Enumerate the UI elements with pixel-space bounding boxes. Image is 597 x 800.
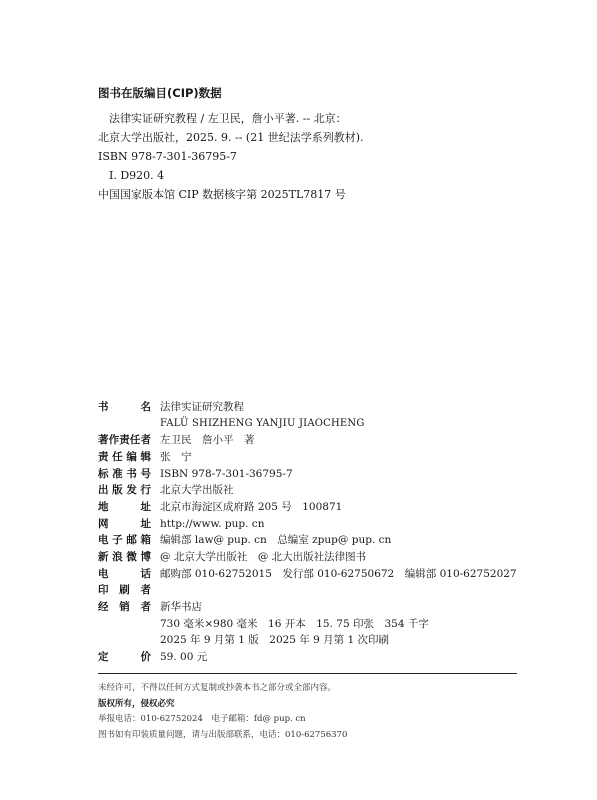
row-value: http://www. pup. cn <box>160 517 265 530</box>
colophon-table <box>98 399 538 666</box>
row-label: 定 价 <box>98 650 151 663</box>
colophon-row-price <box>98 649 538 666</box>
colophon-row-isbn <box>98 466 538 483</box>
row-label: 经 销 者 <box>98 600 151 613</box>
row-value: @ 北京大学出版社 @ 北大出版社法律图书 <box>160 550 367 563</box>
row-label: 标 准 书 号 <box>98 467 151 480</box>
colophon-row-weibo <box>98 549 538 566</box>
row-label <box>98 616 151 633</box>
cip-line-title: 法律实证研究教程 / 左卫民，詹小平著. -- 北京： <box>109 111 347 125</box>
no-copy-notice: 未经许可，不得以任何方式复制或抄袭本书之部分或全部内容。 <box>98 683 337 693</box>
cip-line-isbn: ISBN 978-7-301-36795-7 <box>98 149 237 163</box>
row-value: ISBN 978-7-301-36795-7 <box>160 467 293 480</box>
cip-heading: 图书在版编目(CIP)数据 <box>98 86 222 100</box>
colophon-row-edition <box>98 632 538 649</box>
row-value: 北京市海淀区成府路 205 号 100871 <box>160 500 343 513</box>
row-label: 电 话 <box>98 567 151 580</box>
row-value: 2025 年 9 月第 1 版 2025 年 9 月第 1 次印刷 <box>160 634 390 647</box>
colophon-row-editor <box>98 449 538 466</box>
row-value: 北京大学出版社 <box>160 484 234 497</box>
colophon-row-printer <box>98 582 538 599</box>
colophon-row-address <box>98 499 538 516</box>
row-label <box>98 416 151 433</box>
rights-reserved: 版权所有，侵权必究 <box>98 698 175 709</box>
colophon-row-format <box>98 616 538 633</box>
row-value: 张 宁 <box>160 450 192 463</box>
row-label: 印 刷 者 <box>98 584 151 597</box>
report-contact: 举报电话：010-62752024 电子邮箱：fd@ pup. cn <box>98 714 306 725</box>
row-label: 书 名 <box>98 401 151 413</box>
colophon-row-authors <box>98 432 538 449</box>
row-label: 电 子 邮 箱 <box>98 534 151 547</box>
colophon-row-publisher <box>98 482 538 499</box>
row-value: 编辑部 law@ pup. cn 总编室 zpup@ pup. cn <box>160 534 392 547</box>
row-value: 法律实证研究教程 <box>160 401 244 413</box>
cip-block <box>98 84 548 204</box>
cip-line-publisher: 北京大学出版社，2025. 9. -- (21 世纪法学系列教材). <box>98 130 364 144</box>
row-label: 责 任 编 辑 <box>98 450 151 463</box>
colophon-row-distributor <box>98 599 538 616</box>
colophon-row-phone <box>98 566 538 583</box>
row-value: 59. 00 元 <box>160 650 208 663</box>
cip-line-classification: Ⅰ. D920. 4 <box>109 168 165 182</box>
row-label: 网 址 <box>98 517 151 530</box>
copyright-notice <box>98 681 528 743</box>
row-value: 730 毫米×980 毫米 16 开本 15. 75 印张 354 千字 <box>160 617 429 630</box>
quality-contact: 图书如有印装质量问题，请与出版部联系，电话：010-62756370 <box>98 729 348 740</box>
row-label <box>98 632 151 649</box>
colophon-row-email <box>98 532 538 549</box>
row-value: 左卫民 詹小平 著 <box>160 434 255 447</box>
colophon-row-website <box>98 516 538 533</box>
row-value: FALÜ SHIZHENG YANJIU JIAOCHENG <box>160 417 365 429</box>
row-label: 著作责任者 <box>98 434 151 447</box>
row-label: 出 版 发 行 <box>98 484 151 497</box>
divider-line <box>98 673 517 674</box>
colophon-row-title-pinyin <box>98 416 538 433</box>
row-value: 新华书店 <box>160 600 202 613</box>
row-label: 地 址 <box>98 500 151 513</box>
row-value: 邮购部 010-62752015 发行部 010-62750672 编辑部 010-62752027 <box>160 567 517 580</box>
cip-line-record-number: 中国国家版本馆 CIP 数据核字第 2025TL7817 号 <box>98 187 346 201</box>
row-label: 新 浪 微 博 <box>98 550 151 563</box>
colophon-row-title <box>98 399 538 416</box>
